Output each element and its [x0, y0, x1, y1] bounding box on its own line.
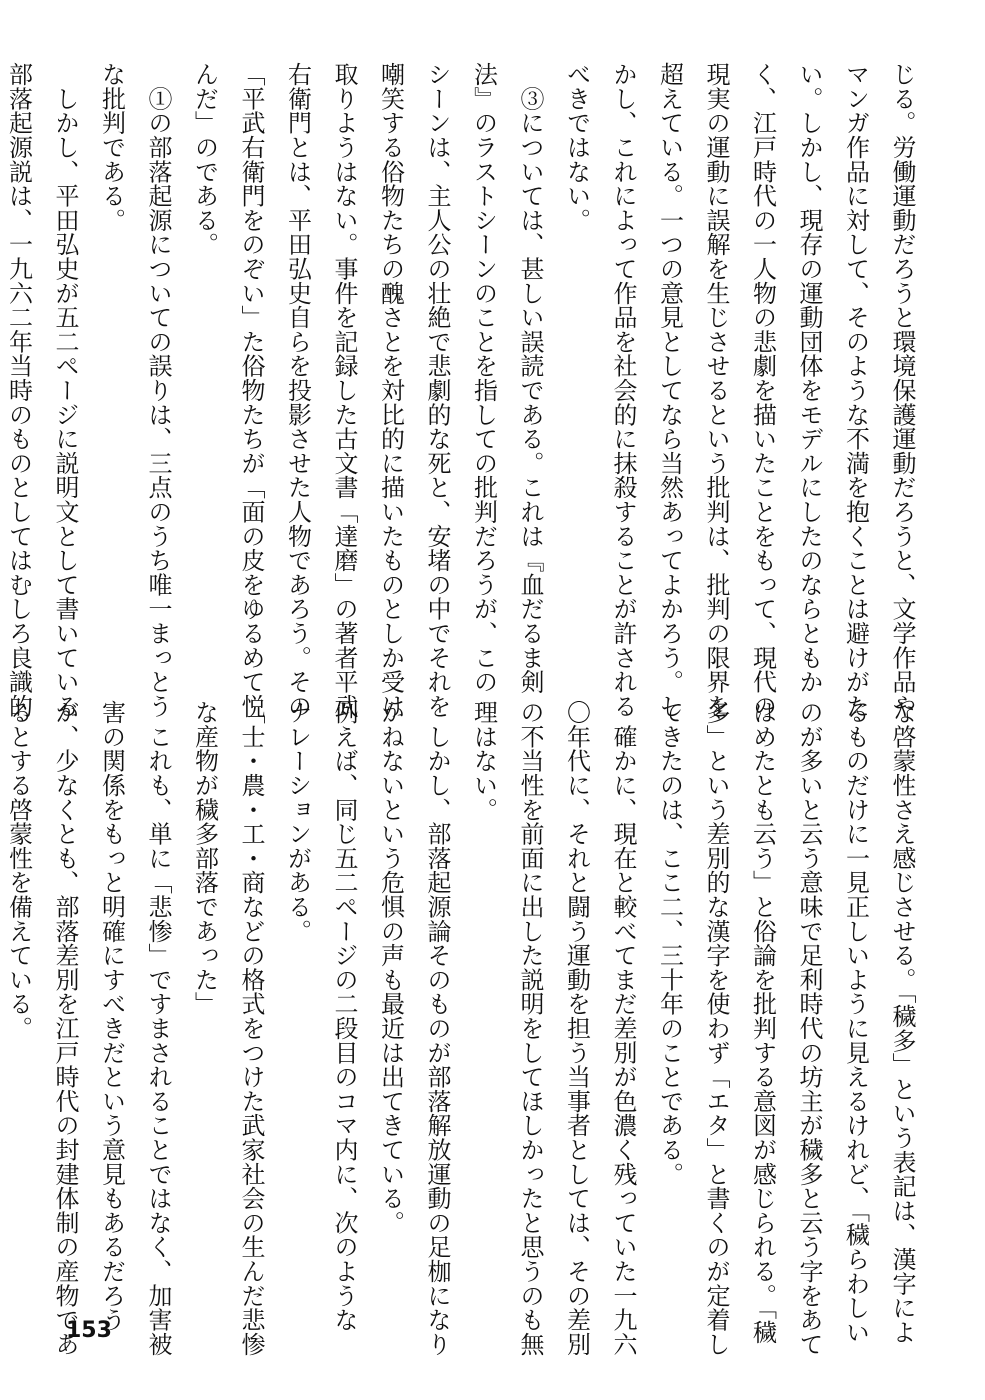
text-line: 「士・農・工・商などの格式をつけた武家社会の生んだ悲惨 [237, 700, 265, 1357]
text-line: く、江戸時代の一人物の悲劇を描いたことをもって、現代の [748, 62, 777, 719]
text-line: 嘲笑する俗物たちの醜さとを対比的に描いたものとしか受け [376, 62, 405, 719]
text-line: 現実の運動に誤解を生じさせるという批判は、批判の限界を [702, 62, 730, 719]
text-line: ①の部落起源についての誤りは、三点のうち唯一まっとう [144, 62, 172, 719]
text-line: な産物が穢多部落であった」 [190, 700, 219, 1016]
text-line: 確かに、現在と較べてまだ差別が色濃く残っていた一九六 [609, 700, 637, 1357]
page-number: 153 [66, 1318, 112, 1343]
text-line: てきたのは、ここ二、三十年のことである。 [655, 700, 684, 1186]
text-line: かねないという危惧の声も最近は出てきている。 [376, 700, 405, 1235]
text-line: な批判である。 [97, 62, 126, 233]
text-line: べきではない。 [562, 62, 591, 233]
text-line: しかし、部落起源論そのものが部落解放運動の足枷になり [423, 700, 451, 1357]
text-line: 理はない。 [469, 700, 498, 822]
text-line: 超えている。一つの意見としてなら当然あってよかろう。し [655, 62, 684, 719]
text-line: ③については、甚しい誤読である。これは『血だるま剣 [516, 62, 544, 694]
upper-text-column [4, 62, 925, 719]
text-line: の不当性を前面に出した説明をしてほしかったと思うのも無 [516, 700, 544, 1357]
text-line: が、少なくとも、部落差別を江戸時代の封建体制の産物であ [51, 700, 79, 1357]
text-line: 取りようはない。事件を記録した古文書「達磨」の著者平武 [330, 62, 358, 719]
text-line: 法』のラストシーンのことを指しての批判だろうが、この [469, 62, 498, 694]
text-line: んだ」のである。 [190, 62, 219, 257]
text-line: 害の関係をもっと明確にすべきだという意見もあるだろう [97, 700, 126, 1332]
text-line: マンガ作品に対して、そのような不満を抱くことは避けがた [841, 62, 870, 719]
text-line: しかし、平田弘史が五二ページに説明文として書いている [51, 62, 79, 719]
text-line: これも、単に「悲惨」ですまされることではなく、加害被 [144, 700, 172, 1357]
text-line: な啓蒙性さえ感じさせる。「穢多」という表記は、漢字によ [888, 700, 916, 1345]
text-line: るものだけに一見正しいように見えるけれど、「穢らわしい [841, 700, 870, 1345]
text-line: い。しかし、現存の運動団体をモデルにしたのならともか [795, 62, 823, 694]
text-line: シーンは、主人公の壮絶で悲劇的な死と、安堵の中でそれを [423, 62, 451, 719]
text-line: じる。労働運動だろうと環境保護運動だろうと、文学作品や [888, 62, 916, 719]
text-line: 〇年代に、それと闘う運動を担う当事者としては、その差別 [562, 700, 591, 1357]
text-line: ナレーションがある。 [283, 700, 312, 943]
text-line: るとする啓蒙性を備えている。 [4, 700, 33, 1041]
text-line: 「平武右衛門をのぞい」た俗物たちが「面の皮をゆるめて悦 [237, 62, 265, 719]
text-line: 部落起源説は、一九六二年当時のものとしてはむしろ良識的 [4, 62, 33, 719]
text-line: 例えば、同じ五二ページの二段目のコマ内に、次のような [330, 700, 358, 1332]
text-line: のが多いと云う意味で足利時代の坊主が穢多と云う字をあて [795, 700, 823, 1357]
text-line: 右衛門とは、平田弘史自らを投影させた人物であろう。その [283, 62, 312, 719]
text-line: はめたとも云う」と俗論を批判する意図が感じられる。「穢 [748, 700, 777, 1345]
text-line: 多」という差別的な漢字を使わず「エタ」と書くのが定着し [702, 700, 730, 1357]
text-line: かし、これによって作品を社会的に抹殺することが許される [609, 62, 637, 719]
